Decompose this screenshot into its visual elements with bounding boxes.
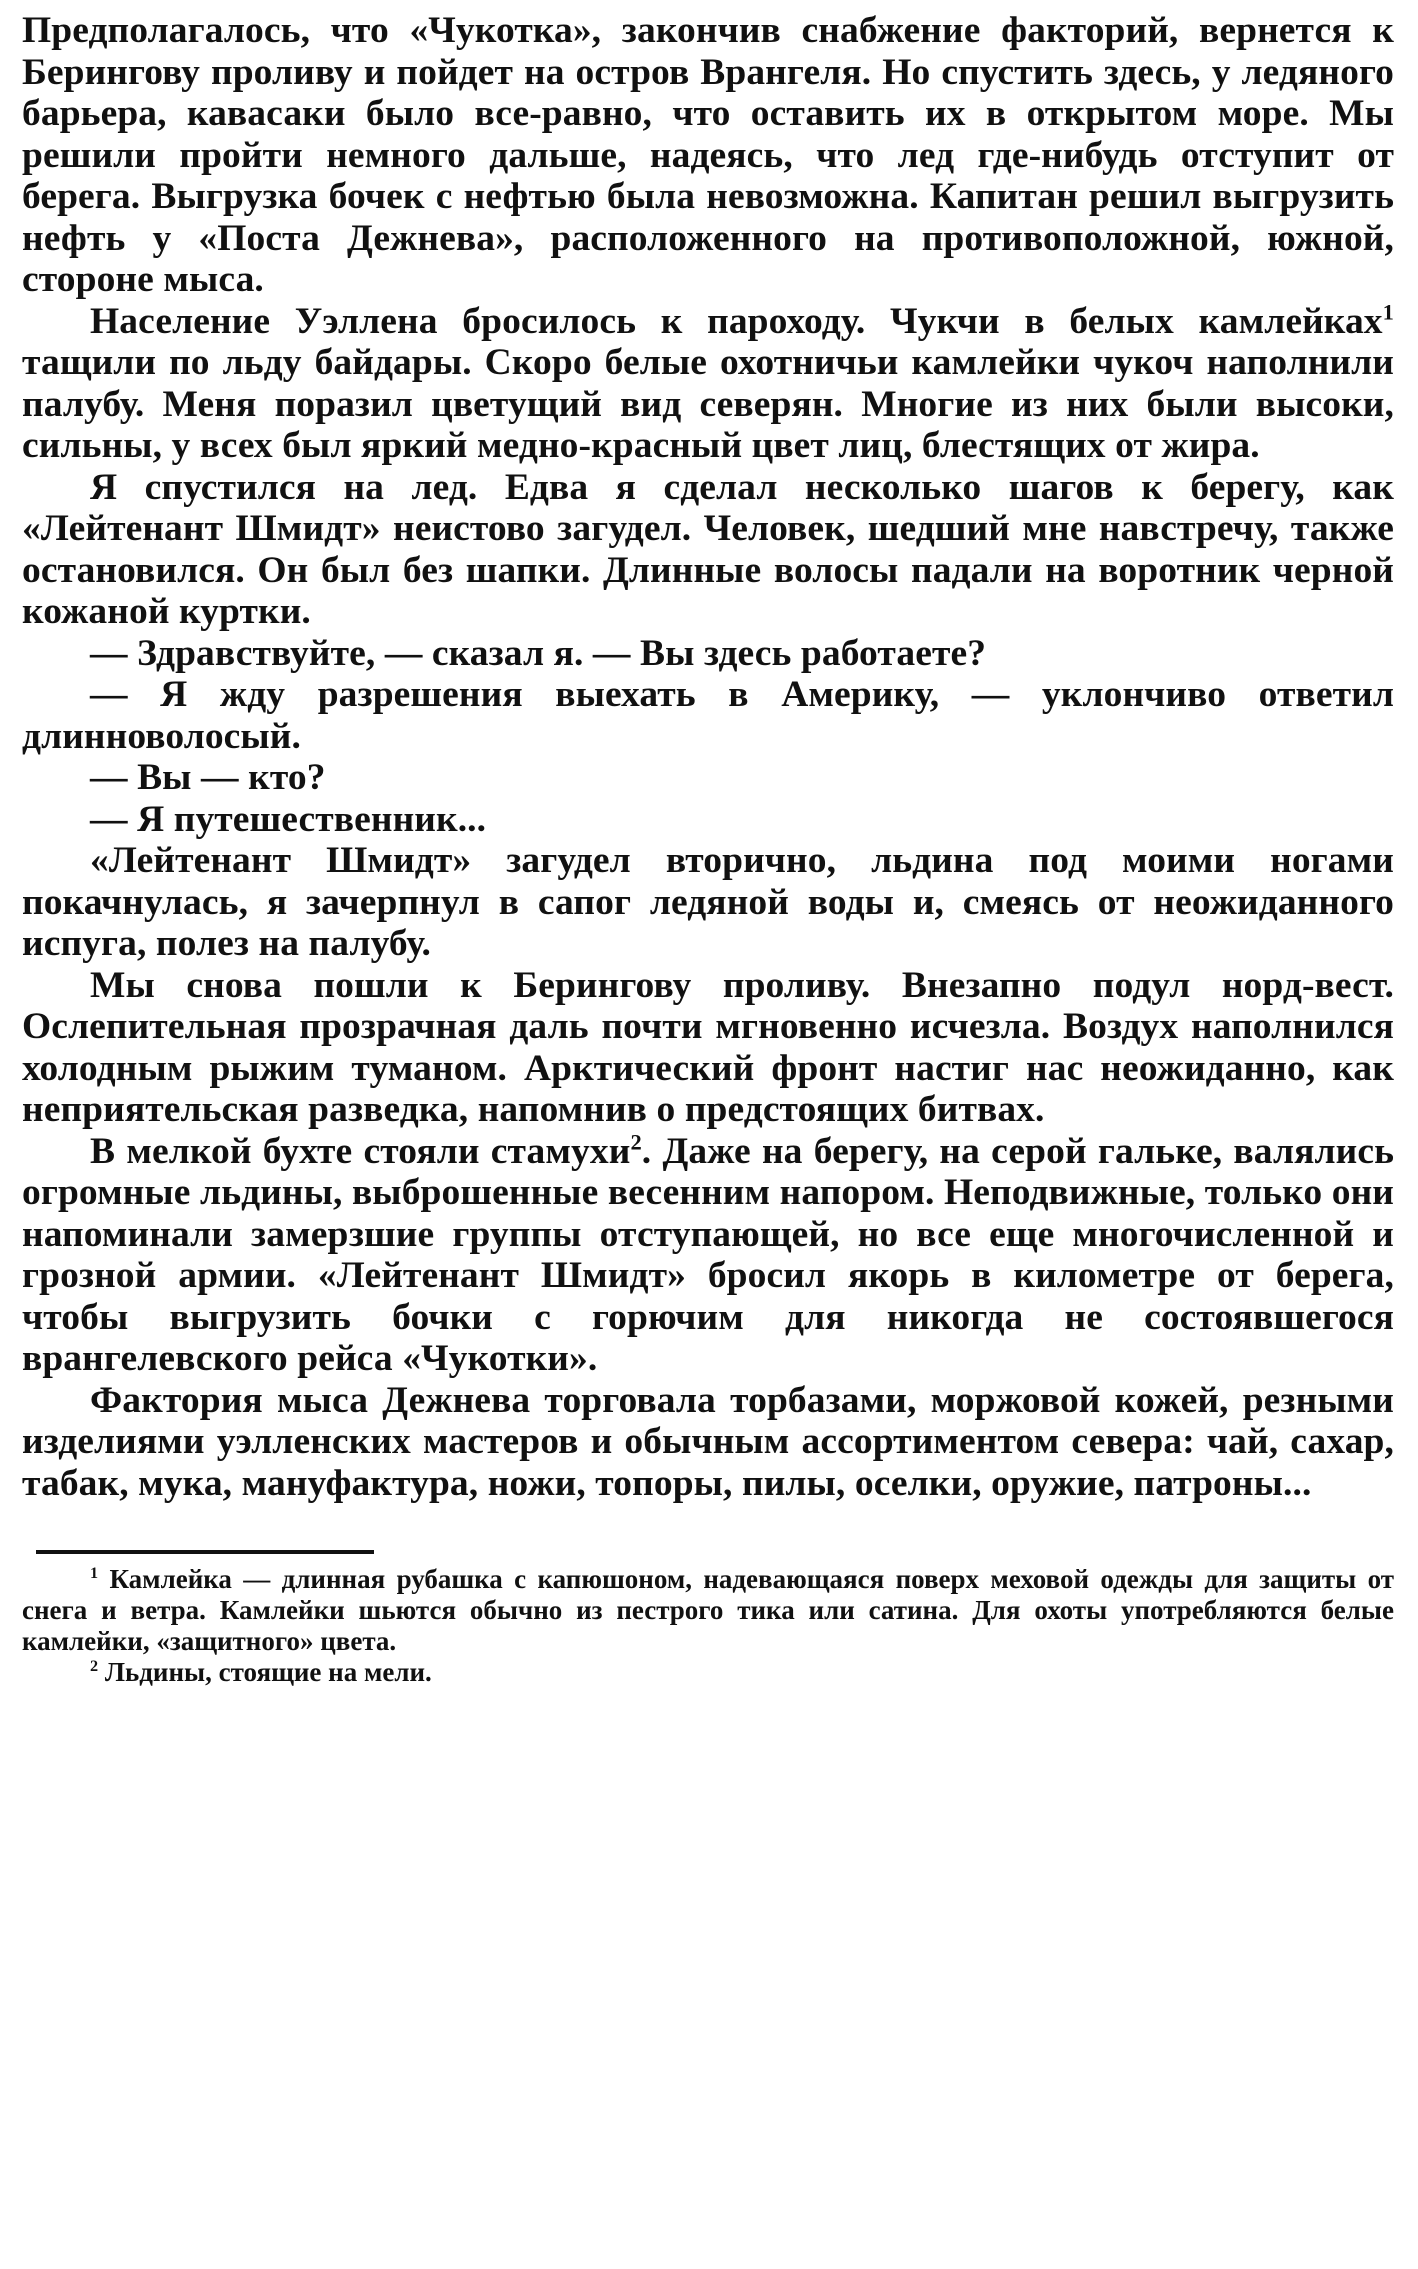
dialog-line-4: — Я путешественник... (90, 798, 487, 840)
footnote-text-2: Льдины, стоящие на мели. (104, 1657, 432, 1687)
footnote-text-1: Камлейка — длинная рубашка с капюшоном, надевающаяся поверх меховой одежды для защиты от снега и ветра. Камлейки шьются обычно из пестрого тика или сатина. Для охоты употребляются белые камлейки, «защитного» цвета. (22, 1564, 1394, 1656)
dialog-line-1: — Здравствуйте, — сказал я. — Вы здесь работаете? (90, 632, 987, 674)
paragraph-5: Мы снова пошли к Берингову проливу. Внезапно подул норд-вест. Ослепительная прозрачная даль почти мгновенно исчезла. Воздух наполнился холодным рыжим туманом. Арктический фронт настиг нас неожиданно, как неприятельская разведка, напомнив о предстоящих битвах. (22, 964, 1394, 1130)
footnotes (22, 1564, 1394, 1688)
main-text (22, 10, 1394, 1504)
document-page (22, 10, 1394, 1688)
paragraph-2-start: Население Уэллена бросилось к пароходу. Чукчи в белых камлейках (90, 300, 1383, 342)
footnote-ref-1: 1 (1382, 299, 1394, 324)
paragraph-2-end: тащили по льду байдары. Скоро белые охотничьи камлейки чукоч наполнили палубу. Меня поразил цветущий вид северян. Многие из них были высоки, сильны, у всех был яркий медно-красный цвет лиц, блестящих от жира. (22, 342, 1394, 466)
paragraph-1: Предполагалось, что «Чукотка», закончив снабжение факторий, вернется к Берингову проливу и пойдет на остров Врангеля. Но спустить здесь, у ледяного барьера, кавасаки было все-равно, что оставить их в открытом море. Мы решили пройти немного дальше, надеясь, что лед где-нибудь отступит от берега. Выгрузка бочек с нефтью была невозможна. Капитан решил выгрузить нефть у «Поста Дежнева», расположенного на противоположной, южной, стороне мыса. (22, 10, 1394, 300)
dialog-line-3: — Вы — кто? (90, 757, 326, 798)
paragraph-6 (22, 1131, 1394, 1380)
footnote-separator (36, 1550, 374, 1554)
paragraph-6-start: В мелкой бухте стояли стамухи (90, 1130, 631, 1172)
dialog-line-2: — Я жду разрешения выехать в Америку, — уклончиво ответил длинноволосый. (22, 674, 1394, 757)
footnote-mark-1: 1 (90, 1564, 99, 1582)
paragraph-6-end: . Даже на берегу, на серой гальке, валялись огромные льдины, выброшенные весенним напором. Неподвижные, только они напоминали замерзшие группы отступающей, но все еще многочисленной и грозной армии. «Лейтенант Шмидт» бросил якорь в километре от берега, чтобы выгрузить бочки с горючим для никогда не состоявшегося врангелевского рейса «Чукотки». (22, 1130, 1394, 1379)
footnote-ref-2: 2 (630, 1129, 642, 1154)
footnote-2 (22, 1657, 1394, 1688)
paragraph-3: Я спустился на лед. Едва я сделал несколько шагов к берегу, как «Лейтенант Шмидт» неистово загудел. Человек, шедший мне навстречу, также остановился. Он был без шапки. Длинные волосы падали на воротник черной кожаной куртки. (22, 466, 1394, 632)
paragraph-7: Фактория мыса Дежнева торговала торбазами, моржовой кожей, резными изделиями уэлленских мастеров и обычным ассортиментом севера: чай, сахар, табак, мука, мануфактура, ножи, топоры, пилы, оселки, оружие, патроны... (22, 1379, 1394, 1504)
footnote-mark-2: 2 (90, 1657, 99, 1675)
footnote-1 (22, 1564, 1394, 1657)
paragraph-4: «Лейтенант Шмидт» загудел вторично, льдина под моими ногами покачнулась, я зачерпнул в сапог ледяной воды и, смеясь от неожиданного испуга, полез на палубу. (22, 840, 1394, 964)
paragraph-2 (22, 301, 1394, 467)
